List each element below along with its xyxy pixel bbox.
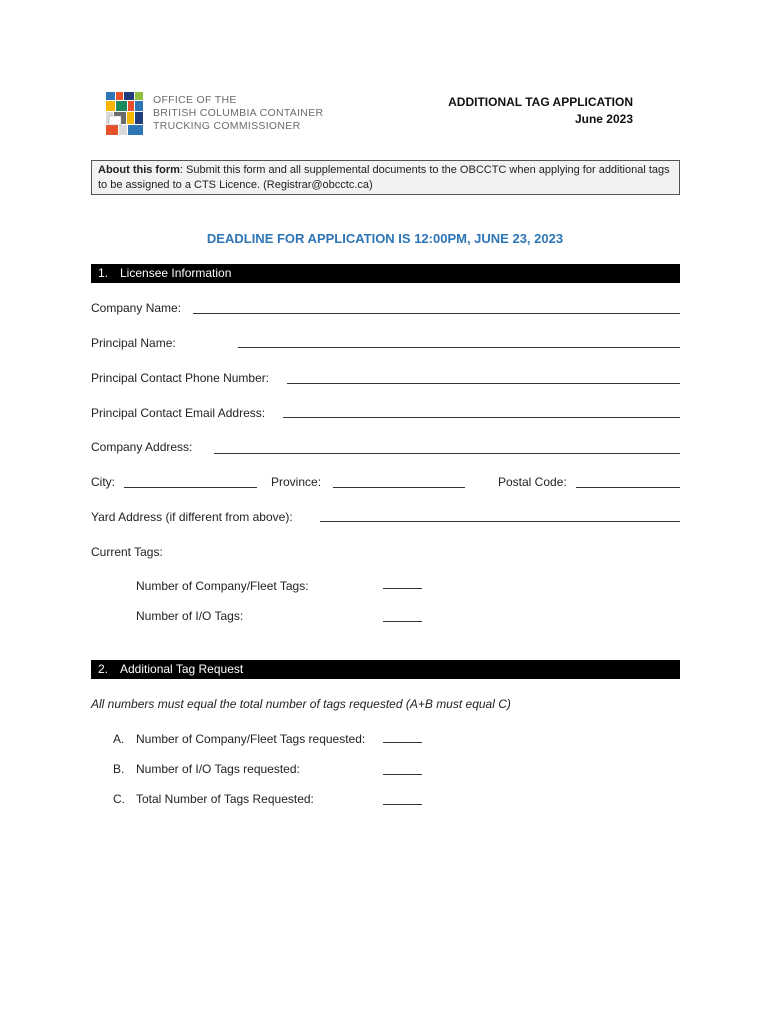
about-text: : Submit this form and all supplemental documents to the OBCCTC when applying for additional tags to be assigned to a CTS Licence. (Registrar@obcctc.ca)	[98, 164, 670, 191]
postal-code-field[interactable]	[576, 487, 680, 488]
current-tags-label: Current Tags:	[91, 545, 163, 559]
company-name-label: Company Name:	[91, 301, 182, 315]
deadline-heading: DEADLINE FOR APPLICATION IS 12:00PM, JUNE 23, 2023	[206, 231, 564, 246]
request-c-letter: C.	[113, 792, 125, 806]
request-b-field[interactable]	[383, 774, 422, 775]
city-label: City:	[91, 475, 115, 489]
yard-address-field[interactable]	[320, 521, 680, 522]
yard-address-label: Yard Address (if different from above):	[91, 510, 293, 524]
document-title: ADDITIONAL TAG APPLICATION June 2023	[448, 95, 633, 126]
io-tags-field[interactable]	[383, 621, 422, 622]
province-field[interactable]	[333, 487, 465, 488]
province-label: Province:	[271, 475, 322, 489]
fleet-tags-label: Number of Company/Fleet Tags:	[136, 579, 309, 593]
request-a-field[interactable]	[383, 742, 422, 743]
principal-name-field[interactable]	[238, 347, 680, 348]
about-label: About this form	[98, 164, 180, 176]
fleet-tags-field[interactable]	[383, 588, 422, 589]
company-address-field[interactable]	[214, 453, 680, 454]
request-c-label: Total Number of Tags Requested:	[136, 792, 314, 806]
org-name: OFFICE OF THE BRITISH COLUMBIA CONTAINER TRUCKING COMMISSIONER	[153, 94, 324, 132]
request-a-letter: A.	[113, 732, 125, 746]
city-field[interactable]	[124, 487, 257, 488]
company-address-label: Company Address:	[91, 440, 193, 454]
company-name-field[interactable]	[193, 313, 680, 314]
request-c-field[interactable]	[383, 804, 422, 805]
phone-label: Principal Contact Phone Number:	[91, 371, 270, 385]
principal-name-label: Principal Name:	[91, 336, 176, 350]
obcctc-logo-icon	[106, 92, 148, 136]
section-licensee-information: 1. Licensee Information	[91, 264, 680, 283]
request-b-letter: B.	[113, 762, 125, 776]
about-this-form-box	[91, 160, 680, 195]
phone-field[interactable]	[287, 383, 680, 384]
section-additional-tag-request: 2. Additional Tag Request	[91, 660, 680, 679]
obcctc-logo	[106, 92, 326, 138]
request-a-label: Number of Company/Fleet Tags requested:	[136, 732, 366, 746]
tag-total-note: All numbers must equal the total number of tags requested (A+B must equal C)	[91, 697, 511, 711]
io-tags-label: Number of I/O Tags:	[136, 609, 244, 623]
email-label: Principal Contact Email Address:	[91, 406, 266, 420]
request-b-label: Number of I/O Tags requested:	[136, 762, 300, 776]
email-field[interactable]	[283, 417, 680, 418]
postal-code-label: Postal Code:	[498, 475, 567, 489]
